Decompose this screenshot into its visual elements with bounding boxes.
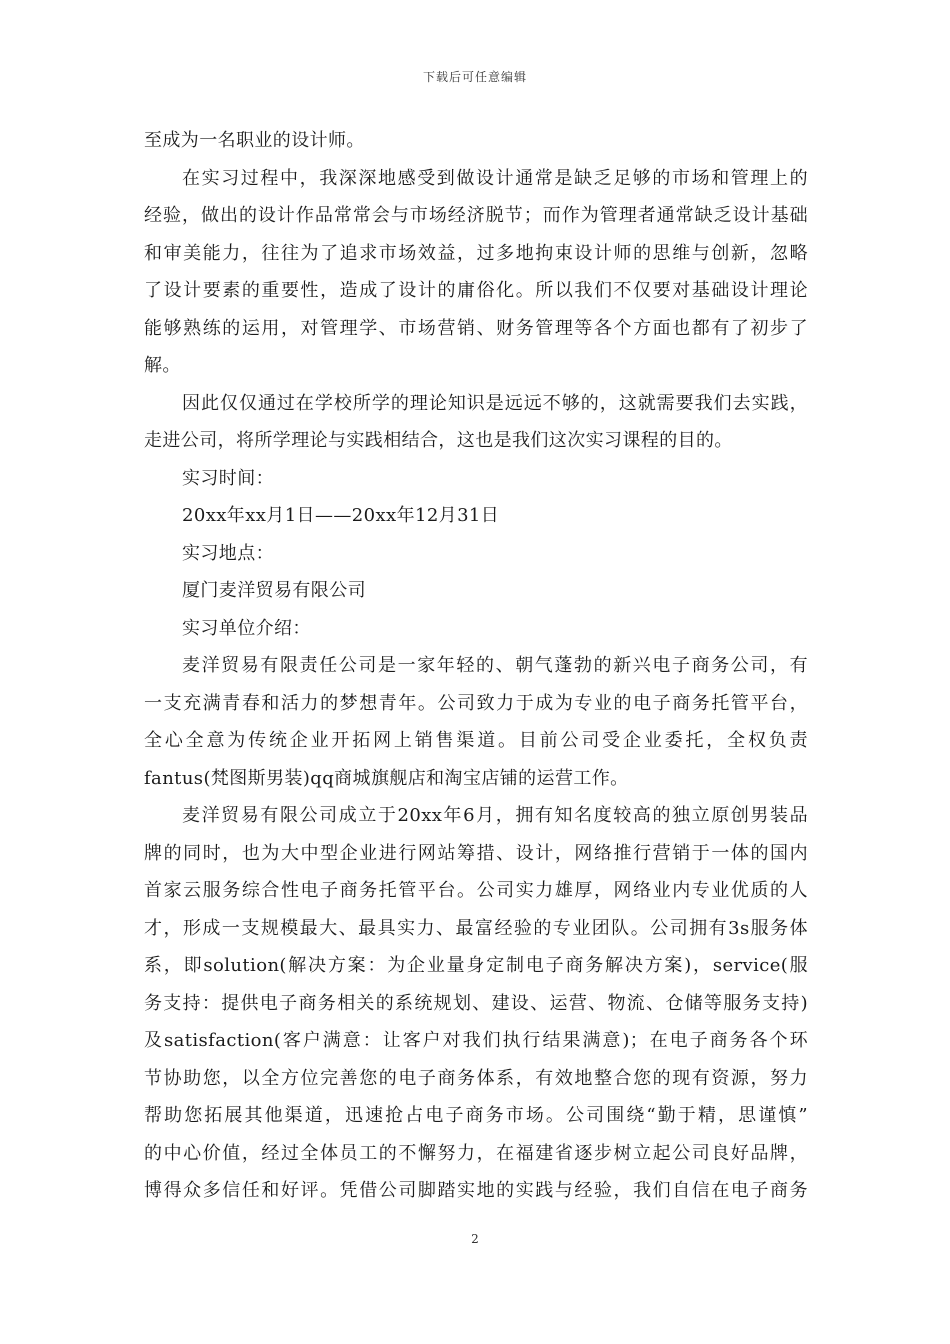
text-line: 走进公司，将所学理论与实践相结合，这也是我们这次实习课程的目的。 bbox=[144, 430, 733, 451]
text-line: 首家云服务综合性电子商务托管平台。公司实力雄厚，网络业内专业优质的人 bbox=[144, 880, 808, 901]
text-line: 和审美能力，往往为了追求市场效益，过多地拘束设计师的思维与创新，忽略 bbox=[144, 242, 808, 264]
text-line: 能够熟练的运用，对管理学、市场营销、财务管理等各个方面也都有了初步了 bbox=[144, 317, 808, 339]
text-line: 至成为一名职业的设计师。 bbox=[144, 130, 365, 151]
text-line: 节协助您，以全方位完善您的电子商务体系，有效地整合您的现有资源，努力 bbox=[144, 1067, 808, 1089]
text-line: 了设计要素的重要性，造成了设计的庸俗化。所以我们不仅要对基础设计理论 bbox=[144, 280, 808, 301]
text-line: 系，即solution(解决方案：为企业量身定制电子商务解决方案)，service(服 bbox=[144, 955, 808, 976]
page-header: 下载后可任意编辑 bbox=[422, 70, 527, 84]
text-line: 帮助您拓展其他渠道，迅速抢占电子商务市场。公司围绕“勤于精，思谨慎” bbox=[144, 1105, 808, 1126]
text-line: fantus(梵图斯男装)qq商城旗舰店和淘宝店铺的运营工作。 bbox=[144, 767, 629, 789]
text-line: 牌的同时，也为大中型企业进行网站筹措、设计，网络推行营销于一体的国内 bbox=[144, 842, 808, 864]
internship-location: 厦门麦洋贸易有限公司 bbox=[182, 580, 366, 601]
paragraph-start-line: 因此仅仅通过在学校所学的理论知识是远远不够的，这就需要我们去实践， bbox=[182, 392, 808, 414]
paragraph-start-line: 麦洋贸易有限责任公司是一家年轻的、朝气蓬勃的新兴电子商务公司，有 bbox=[182, 655, 808, 676]
text-line: 及satisfaction(客户满意：让客户对我们执行结果满意)；在电子商务各个环 bbox=[144, 1030, 808, 1051]
page-number: 2 bbox=[471, 1232, 479, 1246]
text-line: 解。 bbox=[144, 355, 181, 376]
internship-dates: 20xx年xx月1日——20xx年12月31日 bbox=[182, 505, 500, 526]
paragraph-start-line: 麦洋贸易有限公司成立于20xx年6月，拥有知名度较高的独立原创男装品 bbox=[182, 805, 808, 826]
text-line: 全心全意为传统企业开拓网上销售渠道。目前公司受企业委托，全权负责 bbox=[144, 730, 808, 751]
text-line: 才，形成一支规模最大、最具实力、最富经验的专业团队。公司拥有3s服务体 bbox=[144, 917, 808, 939]
text-line: 一支充满青春和活力的梦想青年。公司致力于成为专业的电子商务托管平台， bbox=[144, 692, 808, 714]
paragraph-start-line: 在实习过程中，我深深地感受到做设计通常是缺乏足够的市场和管理上的 bbox=[182, 167, 808, 189]
section-label: 实习时间： bbox=[182, 467, 274, 489]
section-label: 实习地点： bbox=[182, 542, 274, 564]
text-line: 的中心价值，经过全体员工的不懈努力，在福建省逐步树立起公司良好品牌， bbox=[144, 1142, 808, 1164]
section-label: 实习单位介绍： bbox=[182, 617, 311, 639]
text-line: 务支持：提供电子商务相关的系统规划、建设、运营、物流、仓储等服务支持) bbox=[144, 992, 808, 1014]
document-body bbox=[144, 122, 808, 1210]
text-line: 经验，做出的设计作品常常会与市场经济脱节；而作为管理者通常缺乏设计基础 bbox=[144, 205, 808, 226]
text-line: 博得众多信任和好评。凭借公司脚踏实地的实践与经验，我们自信在电子商务 bbox=[144, 1180, 808, 1201]
